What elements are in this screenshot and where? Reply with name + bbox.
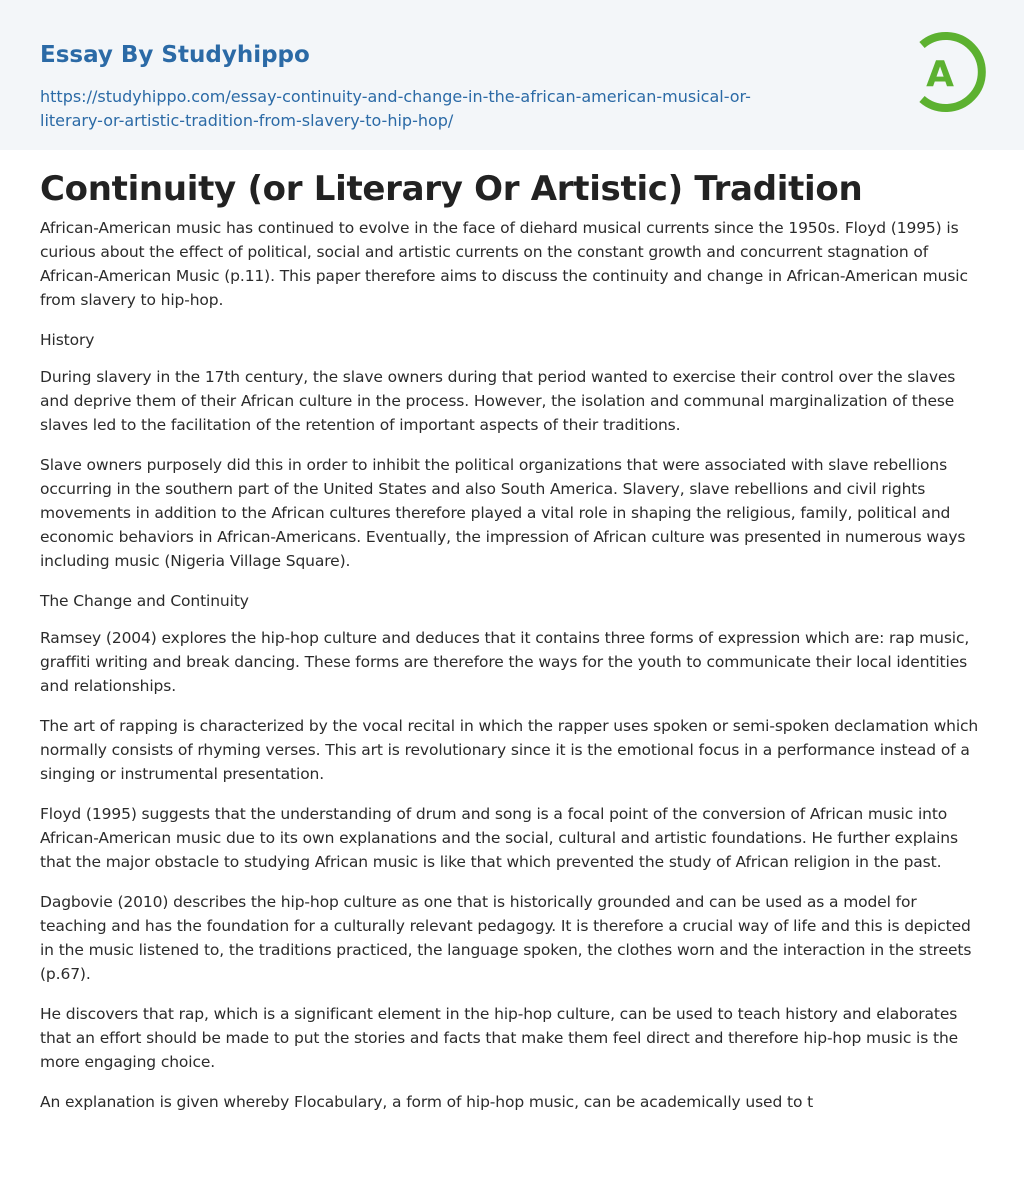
studyhippo-logo-icon: [910, 28, 988, 116]
paragraph-ramsey: Ramsey (2004) explores the hip-hop culture and deduces that it contains three forms of expression which are: rap music, graffiti writing and break dancing. These forms are therefore the ways for the youth to communicate their local identities and relationships.: [40, 629, 970, 695]
paragraph-slavery-control: During slavery in the 17th century, the slave owners during that period wanted to exercise their control over the slaves and deprive them of their African culture in the process. However, the isolation and communal marginalization of these slaves led to the facilitation of the retention of important aspects of their traditions.: [40, 368, 956, 434]
logo-letter: A: [926, 54, 954, 95]
essay-url-line-1[interactable]: https://studyhippo.com/essay-continuity-and-change-in-the-african-american-musical-or-: [40, 87, 751, 106]
section-heading-history: History: [40, 331, 95, 349]
essay-url-link[interactable]: [40, 85, 800, 133]
page-title: Continuity (or Literary Or Artistic) Tradition: [40, 169, 863, 209]
paragraph-dagbovie: Dagbovie (2010) describes the hip-hop culture as one that is historically grounded and can be used as a model for teaching and has the foundation for a culturally relevant pedagogy. It is therefore a crucial way of life and this is depicted in the music listened to, the traditions practiced, the language spoken, the clothes worn and the interaction in the streets (p.67).: [40, 893, 972, 983]
section-heading-change-continuity: The Change and Continuity: [40, 592, 249, 610]
brand-title[interactable]: Essay By Studyhippo: [40, 42, 310, 68]
paragraph-floyd: Floyd (1995) suggests that the understanding of drum and song is a focal point of the conversion of African music into African-American music due to its own explanations and the social, cultural and artistic foundations. He further explains that the major obstacle to studying African music is like that which prevented the study of African religion in the past.: [40, 805, 958, 871]
essay-url-line-2[interactable]: literary-or-artistic-tradition-from-slavery-to-hip-hop/: [40, 111, 454, 130]
paragraph-intro: African-American music has continued to evolve in the face of diehard musical currents since the 1950s. Floyd (1995) is curious about the effect of political, social and artistic currents on the constant growth and concurrent stagnation of African-American Music (p.11). This paper therefore aims to discuss the continuity and change in African-American music from slavery to hip-hop.: [40, 219, 968, 309]
paragraph-flocabulary: An explanation is given whereby Flocabulary, a form of hip-hop music, can be academically used to t: [40, 1093, 814, 1111]
article: [0, 150, 1024, 1114]
paragraph-rapping: The art of rapping is characterized by the vocal recital in which the rapper uses spoken or semi-spoken declamation which normally consists of rhyming verses. This art is revolutionary since it is the emotional focus in a performance instead of a singing or instrumental presentation.: [40, 717, 979, 783]
site-header: [0, 0, 1024, 150]
paragraph-slave-owners: Slave owners purposely did this in order to inhibit the political organizations that were associated with slave rebellions occurring in the southern part of the United States and also South America. Slavery, slave rebellions and civil rights movements in addition to the African cultures therefore played a vital role in shaping the religious, family, political and economic behaviors in African-Americans. Eventually, the impression of African culture was presented in numerous ways including music (Nigeria Village Square).: [40, 456, 966, 570]
paragraph-rap-history: He discovers that rap, which is a significant element in the hip-hop culture, can be used to teach history and elaborates that an effort should be made to put the stories and facts that make them feel direct and therefore hip-hop music is the more engaging choice.: [40, 1005, 959, 1071]
